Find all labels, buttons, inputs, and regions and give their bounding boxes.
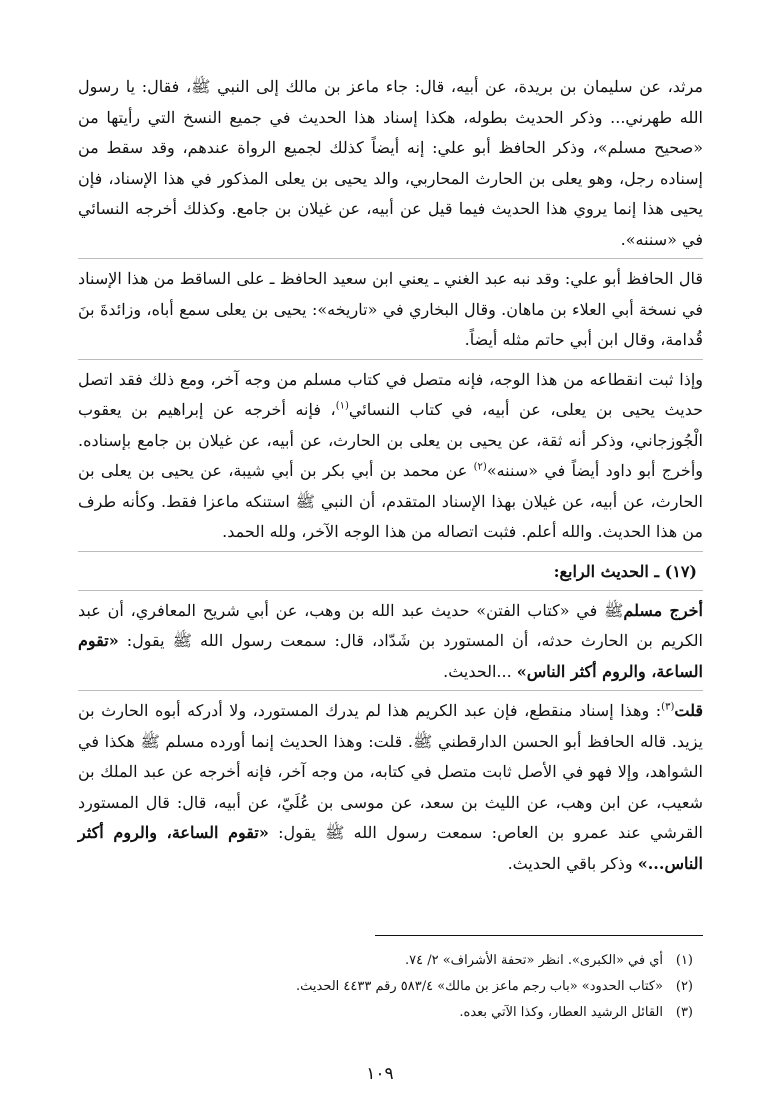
footnote-number: (٢) xyxy=(675,979,693,994)
paragraph-divider xyxy=(78,359,703,360)
paragraph-3-part-c: عن محمد بن أبي بكر بن أبي شيبة، عن يحيى بن يعلى بن الحارث، عن أبيه، عن غيلان بهذا الإسناد المتقدم، أن النبي ﷺ استنكه ماعزا فقط. وكأنه طرف من هذا الحديث. والله أعلم. فثبت اتصاله من هذا الوجه الآخر، ولله الحمد. xyxy=(78,461,703,541)
paragraph-divider xyxy=(78,690,703,691)
footnote-separator xyxy=(375,935,703,936)
qult-lead: قلت xyxy=(674,701,704,720)
qult-quote: «تقوم الساعة، والروم أكثر الناس...» xyxy=(78,823,703,873)
paragraph-divider xyxy=(78,258,703,259)
footnote-text: القائل الرشيد العطار، وكذا الآتي بعده. xyxy=(459,1005,663,1020)
paragraph-2: قال الحافظ أبو علي: وقد نبه عبد الغني ـ يعني ابن سعيد الحافظ ـ على الساقط من هذا الإسناد في نسخة أبي العلاء بن ماهان. وقال البخاري في «تاريخه»: يحيى بن يعلى سمع أباه، وزائدةَ بنَ قُدامة، وقال ابن أبي حاتم مثله أيضاً. xyxy=(78,269,704,349)
qult-text-2: وذكر باقي الحديث. xyxy=(507,853,638,873)
footnote-ref-3[interactable]: (٣) xyxy=(661,701,675,713)
qult-text: : وهذا إسناد منقطع، فإن عبد الكريم هذا لم يدرك المستورد، ولا أدركه أبوه الحارث بن يزيد. قاله الحافظ أبو الحسن الدارقطني ﷺ. قلت: وهذا الحديث إنما أورده مسلم ﷺ هكذا في الشواهد، وإلا فهو في الأصل ثابت متصل في كتابه، من وجه آخر، فإنه أخرجه عن عبد الملك بن شعيب، عن ابن وهب، عن الليث بن سعد، عن موسى بن عُلَيّ، عن أبيه، قال: قال المستورد القرشي عند عمرو بن العاص: سمعت رسول الله ﷺ يقول: xyxy=(78,701,703,842)
page-number: ١٠٩ xyxy=(366,1064,394,1084)
hadith-lead: أخرج مسلم xyxy=(623,600,703,620)
paragraph-1: مرثد، عن سليمان بن بريدة، عن أبيه، قال: جاء ماعز بن مالك إلى النبي ﷺ، فقال: يا رسول الله طهرني... وذكر الحديث بطوله، هكذا إسناد هذا الحديث في جميع النسخ التي رأيتها من «صحيح مسلم»، وذكر الحافظ أبو علي: إنه أيضاً كذلك لجميع الرواة عندهم، وقد سقط من إسناده رجل، وهو يعلى بن الحارث المحاربي، والد يحيى بن يعلى المذكور في هذا الإسناد، فإن يحيى هذا إنما يروي هذا الحديث فيما قيل عن أبيه، عن غيلان بن جامع. وكذلك أخرجه النسائي في «سننه». xyxy=(78,77,704,249)
paragraph-hadith xyxy=(78,596,703,688)
footnote-text: أي في «الكبرى». انظر «تحفة الأشراف» ٢/ ٧٤. xyxy=(404,953,663,968)
footnote-ref-1[interactable]: (١) xyxy=(335,400,349,412)
hadith-text-2: ...الحديث. xyxy=(443,661,517,681)
page-body xyxy=(78,72,703,879)
paragraph-3 xyxy=(78,365,703,548)
footnote-1 xyxy=(78,948,703,974)
footnote-number: (١) xyxy=(675,953,693,968)
hadith-text-1: ﷺ في «كتاب الفتن» حديث عبد الله بن وهب، عن أبي شريح المعافري، أن عبد الكريم بن الحارث حدثه، أن المستورد بن شَدّاد، قال: سمعت رسول الله ﷺ يقول: xyxy=(78,600,703,650)
footnote-2 xyxy=(78,974,703,1000)
paragraph-divider xyxy=(78,590,703,591)
paragraph-3-part-a: وإذا ثبت انقطاعه من هذا الوجه، فإنه متصل في كتاب مسلم من وجه آخر، ومع ذلك فقد اتصل حديث يحيى بن يعلى، عن أبيه، في كتاب النسائي xyxy=(78,369,703,419)
paragraph-qult xyxy=(78,696,703,879)
paragraph-divider xyxy=(78,551,703,552)
footnote-ref-2[interactable]: (٢) xyxy=(473,461,487,473)
footnote-text: «كتاب الحدود» «باب رجم ماعز بن مالك» ٥٨٣/٤ رقم ٤٤٣٣ الحديث. xyxy=(295,979,663,994)
footnotes xyxy=(78,948,703,1026)
footnote-3 xyxy=(78,1000,703,1026)
footnote-number: (٣) xyxy=(675,1005,693,1020)
paragraph-3-part-b: ، فإنه أخرجه عن إبراهيم بن يعقوب الْجُوزجاني، وذكر أنه ثقة، عن يحيى بن يعلى بن الحارث، عن أبيه، عن غيلان بن جامع بإسناده. وأخرج أبو داود أيضاً في «سننه» xyxy=(78,400,703,480)
hadith-quote: «تقوم الساعة، والروم أكثر الناس» xyxy=(78,631,703,681)
section-heading: (١٧) ـ الحديث الرابع: xyxy=(553,561,697,581)
